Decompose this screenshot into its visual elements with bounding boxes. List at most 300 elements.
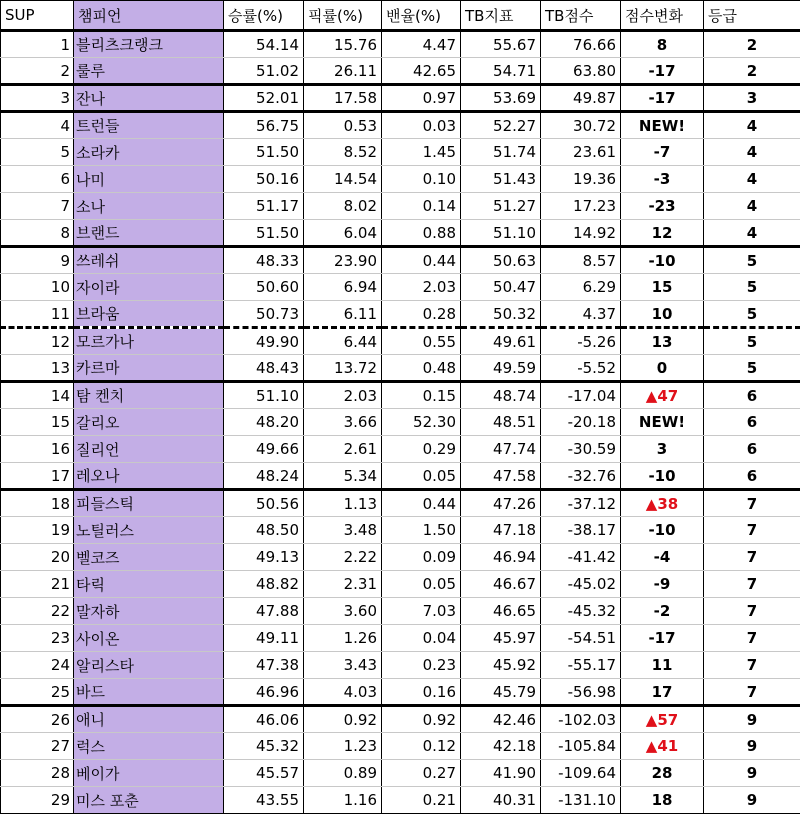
score-change-cell: 18	[621, 787, 704, 814]
ban-rate-cell: 52.30	[382, 409, 461, 436]
champion-name: 질리언	[74, 436, 224, 463]
score-change-cell: 17	[621, 679, 704, 706]
champion-name: 럭스	[74, 733, 224, 760]
tier-cell: 6	[704, 436, 800, 463]
score-change-cell: -9	[621, 571, 704, 598]
tb-index-cell: 45.92	[461, 652, 541, 679]
table-row	[1, 382, 800, 409]
tb-score-cell: 19.36	[541, 166, 621, 193]
table-row	[1, 706, 800, 733]
tb-index-cell: 49.61	[461, 328, 541, 355]
champion-name: 애니	[74, 706, 224, 733]
rank-cell: 2	[1, 58, 74, 85]
rank-cell: 15	[1, 409, 74, 436]
rank-cell: 19	[1, 517, 74, 544]
ban-rate-cell: 1.50	[382, 517, 461, 544]
pick-rate-cell: 6.44	[304, 328, 382, 355]
champion-name: 피들스틱	[74, 490, 224, 517]
tier-cell: 7	[704, 625, 800, 652]
table-row	[1, 571, 800, 598]
rank-cell: 24	[1, 652, 74, 679]
tb-index-cell: 47.26	[461, 490, 541, 517]
ban-rate-cell: 0.48	[382, 355, 461, 382]
tb-score-cell: -38.17	[541, 517, 621, 544]
tb-index-cell: 50.47	[461, 274, 541, 301]
win-rate-cell: 49.13	[224, 544, 304, 571]
champion-name: 트런들	[74, 112, 224, 139]
score-change-cell: ▲47	[621, 382, 704, 409]
win-rate-cell: 51.10	[224, 382, 304, 409]
win-rate-cell: 51.02	[224, 58, 304, 85]
pick-rate-cell: 5.34	[304, 463, 382, 490]
table-row	[1, 139, 800, 166]
tb-index-cell: 51.27	[461, 193, 541, 220]
champion-name: 잔나	[74, 85, 224, 112]
tb-index-cell: 55.67	[461, 31, 541, 58]
score-change-cell: ▲41	[621, 733, 704, 760]
champion-name: 블리츠크랭크	[74, 31, 224, 58]
tier-cell: 7	[704, 598, 800, 625]
rank-cell: 29	[1, 787, 74, 814]
tier-cell: 4	[704, 112, 800, 139]
ban-rate-cell: 0.03	[382, 112, 461, 139]
ban-rate-cell: 0.27	[382, 760, 461, 787]
tier-cell: 7	[704, 652, 800, 679]
win-rate-cell: 48.33	[224, 247, 304, 274]
champion-name: 미스 포춘	[74, 787, 224, 814]
tier-cell: 7	[704, 544, 800, 571]
tb-score-cell: -56.98	[541, 679, 621, 706]
header-win-rate: 승률(%)	[224, 1, 304, 31]
tb-index-cell: 47.18	[461, 517, 541, 544]
champion-name: 노틸러스	[74, 517, 224, 544]
win-rate-cell: 56.75	[224, 112, 304, 139]
score-change-cell: 11	[621, 652, 704, 679]
tier-cell: 7	[704, 517, 800, 544]
ban-rate-cell: 0.92	[382, 706, 461, 733]
champion-name: 룰루	[74, 58, 224, 85]
win-rate-cell: 50.16	[224, 166, 304, 193]
tb-index-cell: 50.32	[461, 301, 541, 328]
table-row	[1, 166, 800, 193]
tb-index-cell: 41.90	[461, 760, 541, 787]
ban-rate-cell: 0.44	[382, 490, 461, 517]
pick-rate-cell: 8.52	[304, 139, 382, 166]
header-tb-index: TB지표	[461, 1, 541, 31]
table-row	[1, 787, 800, 814]
champion-name: 갈리오	[74, 409, 224, 436]
champion-name: 알리스타	[74, 652, 224, 679]
win-rate-cell: 49.66	[224, 436, 304, 463]
win-rate-cell: 49.90	[224, 328, 304, 355]
pick-rate-cell: 14.54	[304, 166, 382, 193]
tb-score-cell: -54.51	[541, 625, 621, 652]
pick-rate-cell: 6.04	[304, 220, 382, 247]
ban-rate-cell: 1.45	[382, 139, 461, 166]
tb-index-cell: 49.59	[461, 355, 541, 382]
score-change-cell: -17	[621, 85, 704, 112]
tier-cell: 7	[704, 490, 800, 517]
champion-name: 브랜드	[74, 220, 224, 247]
tb-index-cell: 46.67	[461, 571, 541, 598]
tb-score-cell: -41.42	[541, 544, 621, 571]
tb-index-cell: 52.27	[461, 112, 541, 139]
tier-cell: 9	[704, 733, 800, 760]
tb-index-cell: 42.18	[461, 733, 541, 760]
win-rate-cell: 48.43	[224, 355, 304, 382]
table-row	[1, 247, 800, 274]
pick-rate-cell: 1.23	[304, 733, 382, 760]
score-change-cell: ▲38	[621, 490, 704, 517]
champion-name: 탐 켄치	[74, 382, 224, 409]
tb-index-cell: 54.71	[461, 58, 541, 85]
ban-rate-cell: 0.28	[382, 301, 461, 328]
header-ban-rate: 밴율(%)	[382, 1, 461, 31]
rank-cell: 21	[1, 571, 74, 598]
tier-cell: 9	[704, 787, 800, 814]
tier-cell: 2	[704, 58, 800, 85]
champion-name: 소나	[74, 193, 224, 220]
champion-name: 소라카	[74, 139, 224, 166]
tb-score-cell: 23.61	[541, 139, 621, 166]
pick-rate-cell: 2.31	[304, 571, 382, 598]
score-change-cell: -4	[621, 544, 704, 571]
win-rate-cell: 50.56	[224, 490, 304, 517]
table-row	[1, 544, 800, 571]
champion-name: 벨코즈	[74, 544, 224, 571]
tb-score-cell: 8.57	[541, 247, 621, 274]
champion-name: 자이라	[74, 274, 224, 301]
tb-score-cell: 6.29	[541, 274, 621, 301]
table-row	[1, 679, 800, 706]
header-champion: 챔피언	[74, 1, 224, 31]
table-row	[1, 112, 800, 139]
tb-score-cell: -20.18	[541, 409, 621, 436]
pick-rate-cell: 2.22	[304, 544, 382, 571]
score-change-cell: -3	[621, 166, 704, 193]
tb-score-cell: -131.10	[541, 787, 621, 814]
win-rate-cell: 47.88	[224, 598, 304, 625]
table-row	[1, 436, 800, 463]
win-rate-cell: 54.14	[224, 31, 304, 58]
tb-score-cell: -30.59	[541, 436, 621, 463]
pick-rate-cell: 3.43	[304, 652, 382, 679]
champion-name: 베이가	[74, 760, 224, 787]
score-change-cell: -17	[621, 625, 704, 652]
champion-name: 쓰레쉬	[74, 247, 224, 274]
ban-rate-cell: 0.16	[382, 679, 461, 706]
rank-cell: 23	[1, 625, 74, 652]
score-change-cell: -10	[621, 517, 704, 544]
rank-cell: 14	[1, 382, 74, 409]
tb-index-cell: 46.65	[461, 598, 541, 625]
ban-rate-cell: 0.97	[382, 85, 461, 112]
pick-rate-cell: 3.60	[304, 598, 382, 625]
champion-name: 모르가나	[74, 328, 224, 355]
win-rate-cell: 48.20	[224, 409, 304, 436]
rank-cell: 11	[1, 301, 74, 328]
win-rate-cell: 51.50	[224, 220, 304, 247]
header-pick-rate: 픽률(%)	[304, 1, 382, 31]
tb-index-cell: 45.97	[461, 625, 541, 652]
champion-name: 브라움	[74, 301, 224, 328]
tier-cell: 2	[704, 31, 800, 58]
tb-index-cell: 51.43	[461, 166, 541, 193]
win-rate-cell: 51.17	[224, 193, 304, 220]
ban-rate-cell: 0.29	[382, 436, 461, 463]
tb-index-cell: 46.94	[461, 544, 541, 571]
tb-score-cell: 63.80	[541, 58, 621, 85]
score-change-cell: -7	[621, 139, 704, 166]
pick-rate-cell: 13.72	[304, 355, 382, 382]
table-row	[1, 355, 800, 382]
tb-index-cell: 47.58	[461, 463, 541, 490]
tier-cell: 4	[704, 220, 800, 247]
ban-rate-cell: 0.05	[382, 463, 461, 490]
table-row	[1, 328, 800, 355]
score-change-cell: NEW!	[621, 409, 704, 436]
table-row	[1, 733, 800, 760]
table-row	[1, 463, 800, 490]
rank-cell: 22	[1, 598, 74, 625]
table-body	[1, 31, 800, 814]
win-rate-cell: 46.06	[224, 706, 304, 733]
tier-cell: 6	[704, 382, 800, 409]
win-rate-cell: 43.55	[224, 787, 304, 814]
tb-score-cell: 4.37	[541, 301, 621, 328]
tb-index-cell: 51.10	[461, 220, 541, 247]
rank-cell: 17	[1, 463, 74, 490]
pick-rate-cell: 4.03	[304, 679, 382, 706]
ban-rate-cell: 0.23	[382, 652, 461, 679]
tier-cell: 5	[704, 355, 800, 382]
win-rate-cell: 45.32	[224, 733, 304, 760]
ban-rate-cell: 0.09	[382, 544, 461, 571]
champion-name: 나미	[74, 166, 224, 193]
score-change-cell: 28	[621, 760, 704, 787]
pick-rate-cell: 23.90	[304, 247, 382, 274]
tb-score-cell: -45.32	[541, 598, 621, 625]
rank-cell: 27	[1, 733, 74, 760]
ban-rate-cell: 0.10	[382, 166, 461, 193]
tier-cell: 9	[704, 760, 800, 787]
rank-cell: 18	[1, 490, 74, 517]
table-row	[1, 274, 800, 301]
tb-score-cell: -17.04	[541, 382, 621, 409]
rank-cell: 13	[1, 355, 74, 382]
pick-rate-cell: 6.94	[304, 274, 382, 301]
score-change-cell: 15	[621, 274, 704, 301]
ban-rate-cell: 0.14	[382, 193, 461, 220]
champion-name: 말자하	[74, 598, 224, 625]
pick-rate-cell: 3.66	[304, 409, 382, 436]
header-tier: 등급	[704, 1, 800, 31]
tier-cell: 5	[704, 247, 800, 274]
score-change-cell: ▲57	[621, 706, 704, 733]
tb-index-cell: 47.74	[461, 436, 541, 463]
rank-cell: 12	[1, 328, 74, 355]
score-change-cell: 10	[621, 301, 704, 328]
tb-score-cell: 14.92	[541, 220, 621, 247]
ban-rate-cell: 2.03	[382, 274, 461, 301]
tier-cell: 5	[704, 274, 800, 301]
pick-rate-cell: 6.11	[304, 301, 382, 328]
champion-name: 카르마	[74, 355, 224, 382]
champion-name: 타릭	[74, 571, 224, 598]
rank-cell: 5	[1, 139, 74, 166]
tb-score-cell: 76.66	[541, 31, 621, 58]
ban-rate-cell: 0.05	[382, 571, 461, 598]
tb-score-cell: -105.84	[541, 733, 621, 760]
pick-rate-cell: 2.03	[304, 382, 382, 409]
tb-index-cell: 40.31	[461, 787, 541, 814]
tier-cell: 7	[704, 679, 800, 706]
rank-cell: 8	[1, 220, 74, 247]
pick-rate-cell: 0.92	[304, 706, 382, 733]
tier-cell: 6	[704, 463, 800, 490]
header-tb-score: TB점수	[541, 1, 621, 31]
win-rate-cell: 46.96	[224, 679, 304, 706]
ban-rate-cell: 7.03	[382, 598, 461, 625]
table-row	[1, 220, 800, 247]
score-change-cell: -23	[621, 193, 704, 220]
win-rate-cell: 49.11	[224, 625, 304, 652]
tier-cell: 5	[704, 328, 800, 355]
table-row	[1, 31, 800, 58]
ban-rate-cell: 0.55	[382, 328, 461, 355]
pick-rate-cell: 15.76	[304, 31, 382, 58]
table-row	[1, 58, 800, 85]
table-row	[1, 760, 800, 787]
win-rate-cell: 48.24	[224, 463, 304, 490]
rank-cell: 4	[1, 112, 74, 139]
tier-cell: 9	[704, 706, 800, 733]
rank-cell: 16	[1, 436, 74, 463]
win-rate-cell: 52.01	[224, 85, 304, 112]
ban-rate-cell: 0.21	[382, 787, 461, 814]
ban-rate-cell: 0.04	[382, 625, 461, 652]
ban-rate-cell: 0.12	[382, 733, 461, 760]
win-rate-cell: 48.82	[224, 571, 304, 598]
win-rate-cell: 48.50	[224, 517, 304, 544]
tier-cell: 3	[704, 85, 800, 112]
rank-cell: 10	[1, 274, 74, 301]
pick-rate-cell: 3.48	[304, 517, 382, 544]
rank-cell: 25	[1, 679, 74, 706]
table-row	[1, 517, 800, 544]
ban-rate-cell: 42.65	[382, 58, 461, 85]
tb-index-cell: 48.51	[461, 409, 541, 436]
pick-rate-cell: 0.89	[304, 760, 382, 787]
score-change-cell: 13	[621, 328, 704, 355]
tier-cell: 5	[704, 301, 800, 328]
tier-cell: 4	[704, 139, 800, 166]
tier-cell: 6	[704, 409, 800, 436]
pick-rate-cell: 0.53	[304, 112, 382, 139]
rank-cell: 6	[1, 166, 74, 193]
score-change-cell: -10	[621, 463, 704, 490]
rank-cell: 20	[1, 544, 74, 571]
table-row	[1, 193, 800, 220]
score-change-cell: 3	[621, 436, 704, 463]
tier-cell: 4	[704, 166, 800, 193]
champion-name: 사이온	[74, 625, 224, 652]
score-change-cell: -17	[621, 58, 704, 85]
table-row	[1, 625, 800, 652]
score-change-cell: -10	[621, 247, 704, 274]
rank-cell: 1	[1, 31, 74, 58]
tier-cell: 4	[704, 193, 800, 220]
table-row	[1, 409, 800, 436]
champion-name: 바드	[74, 679, 224, 706]
tb-index-cell: 42.46	[461, 706, 541, 733]
score-change-cell: -2	[621, 598, 704, 625]
table-row	[1, 652, 800, 679]
tb-index-cell: 53.69	[461, 85, 541, 112]
score-change-cell: 12	[621, 220, 704, 247]
tb-score-cell: 17.23	[541, 193, 621, 220]
rank-cell: 28	[1, 760, 74, 787]
win-rate-cell: 47.38	[224, 652, 304, 679]
pick-rate-cell: 1.16	[304, 787, 382, 814]
tb-score-cell: 49.87	[541, 85, 621, 112]
tb-score-cell: -5.26	[541, 328, 621, 355]
ban-rate-cell: 0.88	[382, 220, 461, 247]
score-change-cell: 8	[621, 31, 704, 58]
tb-index-cell: 48.74	[461, 382, 541, 409]
tb-score-cell: -55.17	[541, 652, 621, 679]
table-row	[1, 85, 800, 112]
win-rate-cell: 50.60	[224, 274, 304, 301]
ban-rate-cell: 0.44	[382, 247, 461, 274]
win-rate-cell: 45.57	[224, 760, 304, 787]
table-row	[1, 490, 800, 517]
win-rate-cell: 51.50	[224, 139, 304, 166]
header-score-change: 점수변화	[621, 1, 704, 31]
tb-index-cell: 45.79	[461, 679, 541, 706]
pick-rate-cell: 1.26	[304, 625, 382, 652]
champion-name: 레오나	[74, 463, 224, 490]
tb-score-cell: -37.12	[541, 490, 621, 517]
rank-cell: 9	[1, 247, 74, 274]
tb-score-cell: 30.72	[541, 112, 621, 139]
pick-rate-cell: 8.02	[304, 193, 382, 220]
ban-rate-cell: 0.15	[382, 382, 461, 409]
score-change-cell: 0	[621, 355, 704, 382]
pick-rate-cell: 17.58	[304, 85, 382, 112]
table-row	[1, 301, 800, 328]
rank-cell: 3	[1, 85, 74, 112]
ban-rate-cell: 4.47	[382, 31, 461, 58]
tb-score-cell: -109.64	[541, 760, 621, 787]
tb-score-cell: -32.76	[541, 463, 621, 490]
pick-rate-cell: 1.13	[304, 490, 382, 517]
header-row	[1, 1, 800, 31]
tb-index-cell: 50.63	[461, 247, 541, 274]
tb-score-cell: -45.02	[541, 571, 621, 598]
rank-cell: 7	[1, 193, 74, 220]
rank-cell: 26	[1, 706, 74, 733]
score-change-cell: NEW!	[621, 112, 704, 139]
pick-rate-cell: 26.11	[304, 58, 382, 85]
pick-rate-cell: 2.61	[304, 436, 382, 463]
tb-score-cell: -5.52	[541, 355, 621, 382]
header-sup: SUP	[1, 1, 74, 31]
table-row	[1, 598, 800, 625]
tb-score-cell: -102.03	[541, 706, 621, 733]
tier-cell: 7	[704, 571, 800, 598]
win-rate-cell: 50.73	[224, 301, 304, 328]
